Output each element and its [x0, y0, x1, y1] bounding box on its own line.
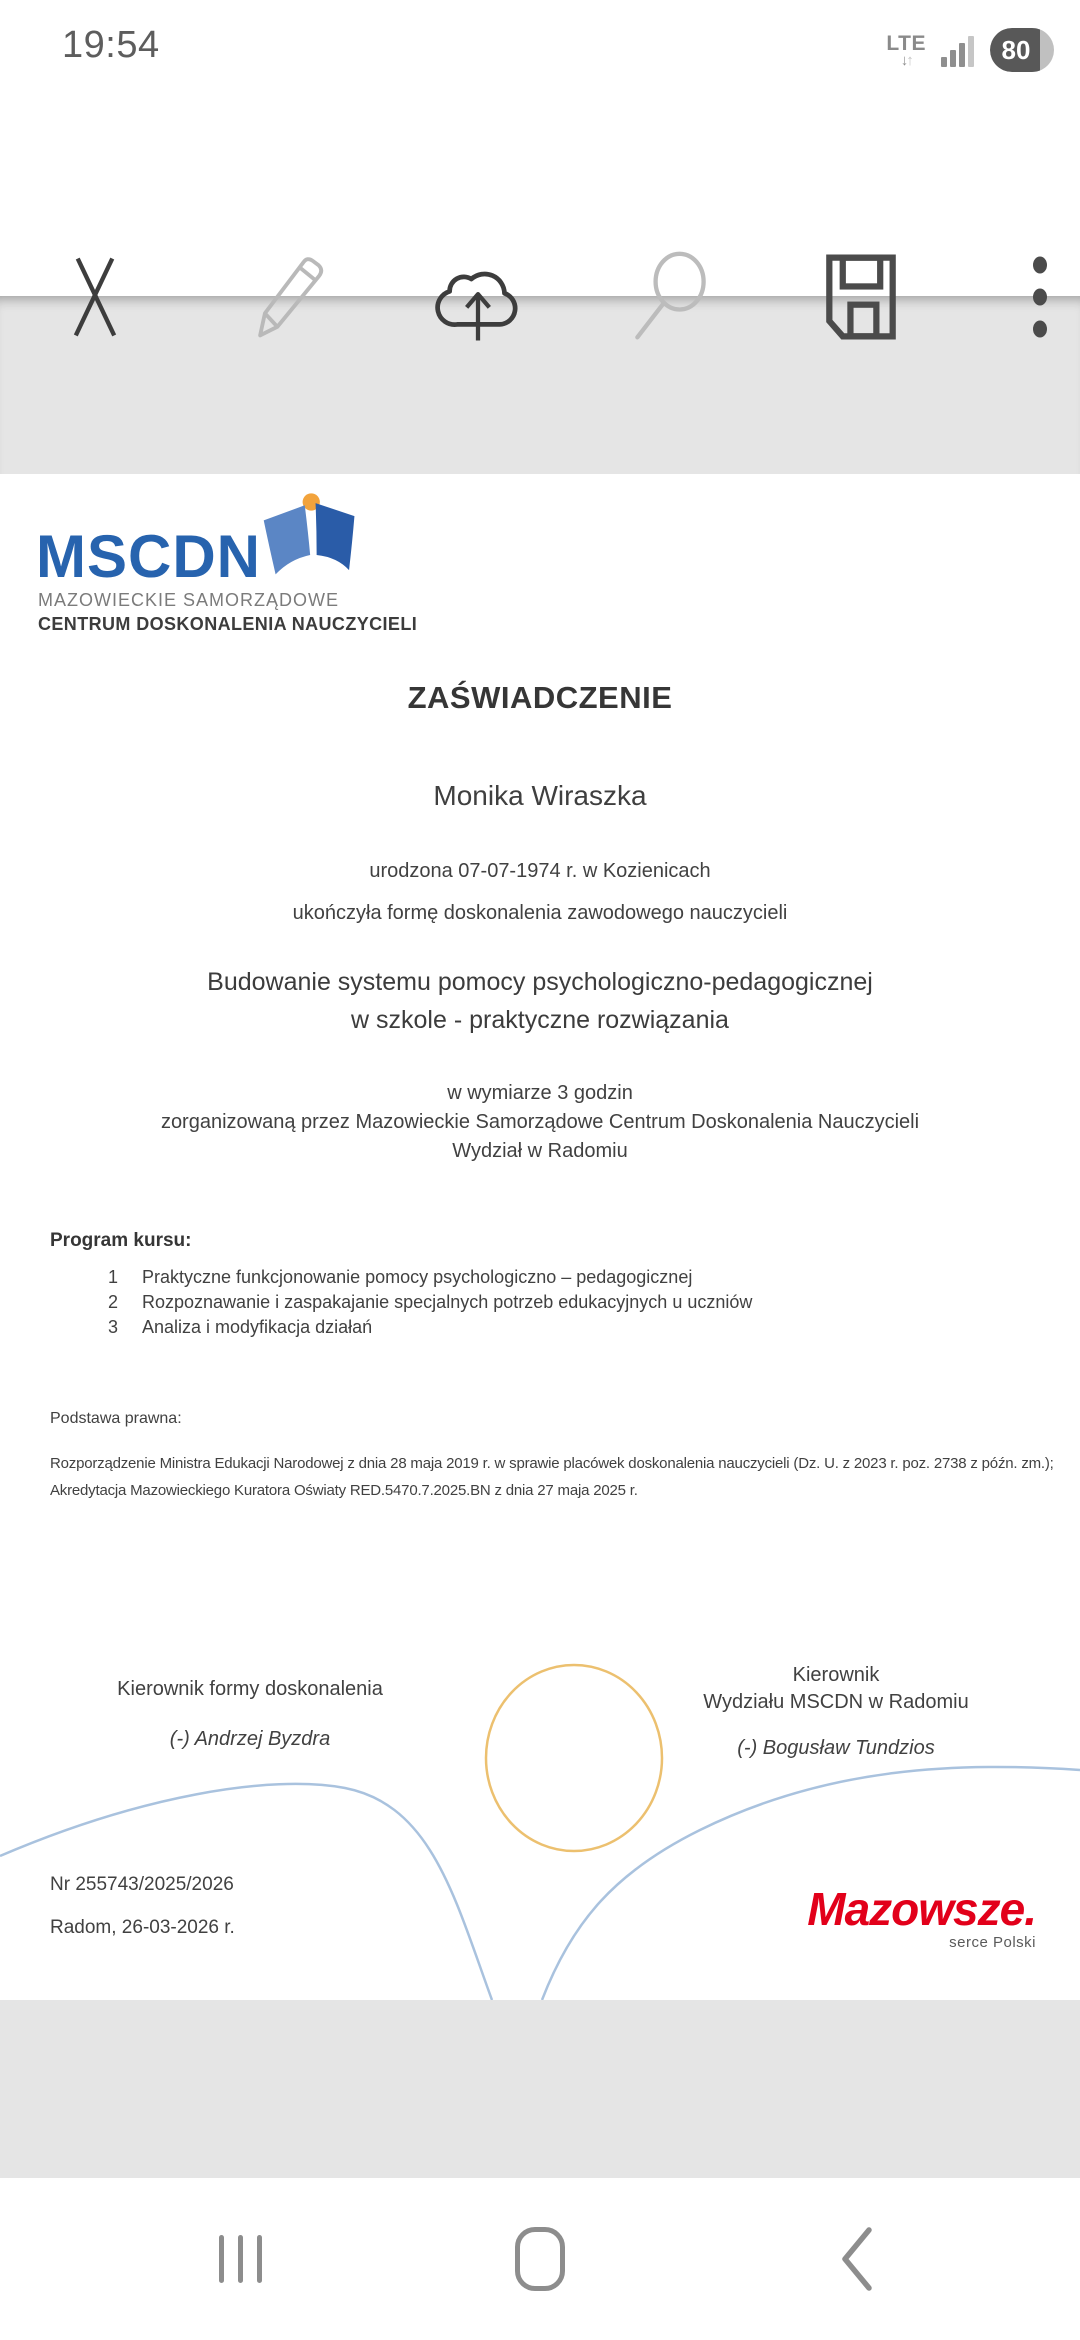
logo-subtitle-line2: CENTRUM DOSKONALENIA NAUCZYCIELI — [38, 614, 418, 634]
program-item: 1 Praktyczne funkcjonowanie pomocy psychologiczno – pedagogicznej — [108, 1267, 693, 1287]
program-heading: Program kursu: — [50, 1230, 192, 1251]
place-and-date: Radom, 26-03-2026 r. — [50, 1917, 235, 1938]
signature-name: (-) Bogusław Tundzios — [737, 1737, 935, 1759]
home-icon — [515, 2227, 565, 2291]
certificate-title: ZAŚWIADCZENIE — [407, 680, 673, 715]
save-button[interactable] — [806, 235, 916, 359]
recent-apps-button[interactable] — [180, 2178, 300, 2340]
battery-icon — [990, 28, 1054, 72]
search-icon — [622, 245, 718, 349]
logo-subtitle-line1: MAZOWIECKIE SAMORZĄDOWE — [38, 590, 340, 610]
battery-percent: 80 — [1001, 34, 1031, 65]
program-item: 3 Analiza i modyfikacja działań — [108, 1317, 373, 1337]
upload-button[interactable] — [423, 235, 533, 359]
system-navigation-bar — [0, 2178, 1080, 2340]
mazowsze-logo — [807, 1883, 1036, 1951]
close-button[interactable] — [40, 235, 150, 359]
certificate-number: Nr 255743/2025/2026 — [50, 1874, 234, 1895]
signature-block-left — [48, 1676, 452, 1751]
program-item: 2 Rozpoznawanie i zaspakajanie specjalnych potrzeb edukacyjnych u uczniów — [108, 1292, 753, 1312]
network-type-icon: LTE ↓↑ — [886, 31, 926, 69]
legal-heading: Podstawa prawna: — [50, 1410, 182, 1427]
status-time: 19:54 — [62, 24, 160, 66]
mscdn-logo-text: MSCDN — [36, 523, 261, 590]
overflow-menu-button[interactable] — [990, 235, 1080, 359]
recipient-name: Monika Wiraszka — [433, 780, 647, 811]
edit-pencil-icon — [239, 245, 335, 349]
viewer-toolbar — [0, 100, 1080, 296]
mazowsze-brand-text: Mazowsze. — [807, 1883, 1036, 1935]
legal-line2: Akredytacja Mazowieckiego Kuratora Oświaty RED.5470.7.2025.BN z dnia 27 maja 2025 r. — [50, 1482, 638, 1499]
organizer-line1: zorganizowaną przez Mazowieckie Samorządowe Centrum Doskonalenia Nauczycieli — [160, 1111, 920, 1133]
mazowsze-tagline: serce Polski — [949, 1934, 1036, 1951]
overflow-menu-icon — [1000, 245, 1080, 349]
duration-line: w wymiarze 3 godzin — [447, 1082, 633, 1104]
cloud-upload-icon — [426, 245, 530, 349]
document-background-top — [0, 296, 1080, 474]
organizer-line2: Wydział w Radomiu — [452, 1140, 628, 1162]
signature-role-line1: Kierownik — [792, 1664, 880, 1686]
close-icon — [47, 245, 143, 349]
back-button[interactable] — [796, 2178, 916, 2340]
home-button[interactable] — [480, 2178, 600, 2340]
edit-button[interactable] — [232, 235, 342, 359]
legal-line1: Rozporządzenie Ministra Edukacji Narodowej z dnia 28 maja 2019 r. w sprawie placówek doskonalenia nauczycieli (Dz. U. z 2023 r. poz. 2738 z późn. zm.); — [50, 1455, 1054, 1472]
signature-block-right — [634, 1662, 1038, 1760]
certificate-page[interactable] — [0, 474, 1080, 2000]
back-icon — [834, 2224, 878, 2294]
completion-line: ukończyła formę doskonalenia zawodowego nauczycieli — [292, 902, 788, 924]
mscdn-book-icon — [252, 488, 364, 596]
search-button[interactable] — [615, 235, 725, 359]
course-title-line2: w szkole - praktyczne rozwiązania — [351, 1006, 729, 1034]
birth-line: urodzona 07-07-1974 r. w Kozienicach — [369, 860, 711, 882]
signature-role: Kierownik formy doskonalenia — [117, 1678, 383, 1700]
status-bar — [0, 0, 1080, 100]
recent-apps-icon — [219, 2235, 262, 2283]
document-background-bottom — [0, 2000, 1080, 2178]
signature-role-line2: Wydziału MSCDN w Radomiu — [703, 1691, 969, 1713]
status-indicators — [886, 18, 1054, 82]
program-list — [108, 1265, 752, 1340]
signal-strength-icon — [940, 32, 976, 68]
signature-name: (-) Andrzej Byzdra — [169, 1728, 331, 1750]
course-title-line1: Budowanie systemu pomocy psychologiczno-pedagogicznej — [207, 968, 873, 996]
save-floppy-icon — [813, 245, 909, 349]
